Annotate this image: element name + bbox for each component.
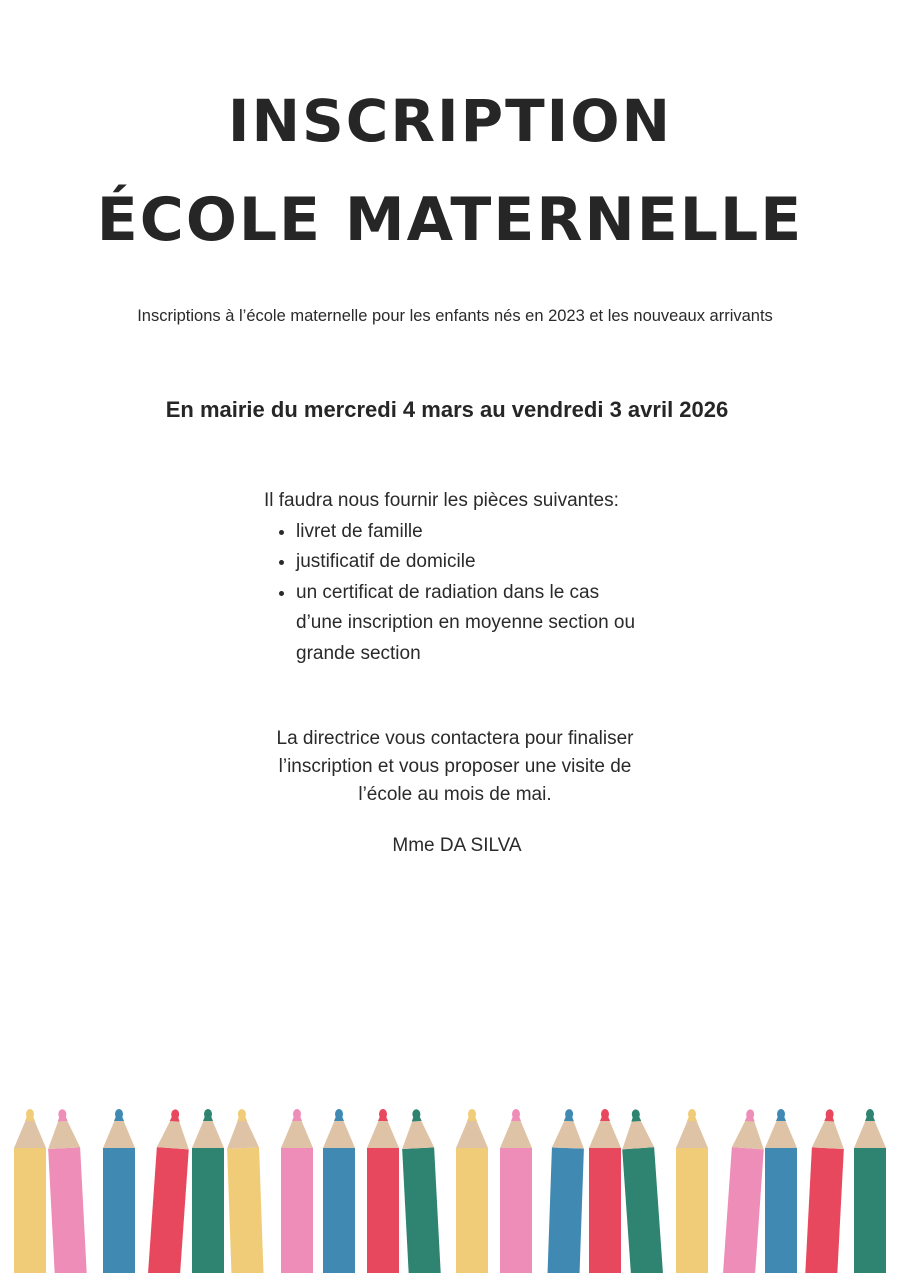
pencil-icon bbox=[226, 1109, 264, 1273]
signature: Mme DA SILVA bbox=[392, 835, 522, 856]
title-line-1: INSCRIPTION bbox=[227, 87, 673, 155]
pencil-icon bbox=[456, 1109, 488, 1273]
requirements-list bbox=[264, 517, 684, 670]
pencil-icon bbox=[547, 1109, 585, 1273]
contact-line: l’inscription et vous proposer une visite de bbox=[278, 756, 632, 777]
pencil-icon bbox=[854, 1109, 886, 1273]
pencil-icon bbox=[723, 1108, 767, 1273]
pencil-icon bbox=[620, 1108, 664, 1273]
pencil-icon bbox=[14, 1109, 46, 1273]
requirements-intro: Il faudra nous fournir les pièces suivantes: bbox=[264, 490, 619, 511]
contact-line: La directrice vous contactera pour finaliser bbox=[276, 728, 634, 749]
pencil-icon bbox=[765, 1109, 797, 1273]
pencil-icon bbox=[192, 1109, 224, 1273]
pencil-icon bbox=[46, 1108, 87, 1273]
title-line-2: ÉCOLE MATERNELLE bbox=[96, 185, 804, 255]
contact-paragraph bbox=[0, 725, 900, 809]
pencil-icon bbox=[367, 1109, 399, 1273]
subtitle: Inscriptions à l’école maternelle pour les enfants nés en 2023 et les nouveaux arrivants bbox=[137, 307, 773, 325]
pencil-icon bbox=[676, 1109, 708, 1273]
requirements-section bbox=[264, 486, 684, 669]
pencil-icon bbox=[400, 1108, 441, 1273]
pencil-icon bbox=[281, 1109, 313, 1273]
contact-line: l’école au mois de mai. bbox=[358, 784, 552, 805]
requirement-item: • un certificat de radiation dans le cas d’une inscription en moyenne section ou grande section bbox=[296, 578, 646, 670]
pencil-icon bbox=[148, 1108, 192, 1273]
pencil-icon bbox=[589, 1109, 621, 1273]
colored-pencils-border bbox=[0, 1100, 900, 1273]
pencil-icon bbox=[500, 1109, 532, 1273]
requirement-item: • livret de famille bbox=[296, 517, 646, 548]
pencil-icon bbox=[323, 1109, 355, 1273]
pencil-icon bbox=[103, 1109, 135, 1273]
pencil-icon bbox=[805, 1108, 846, 1273]
registration-dates: En mairie du mercredi 4 mars au vendredi 3 avril 2026 bbox=[165, 397, 729, 422]
requirement-item: • justificatif de domicile bbox=[296, 547, 646, 578]
